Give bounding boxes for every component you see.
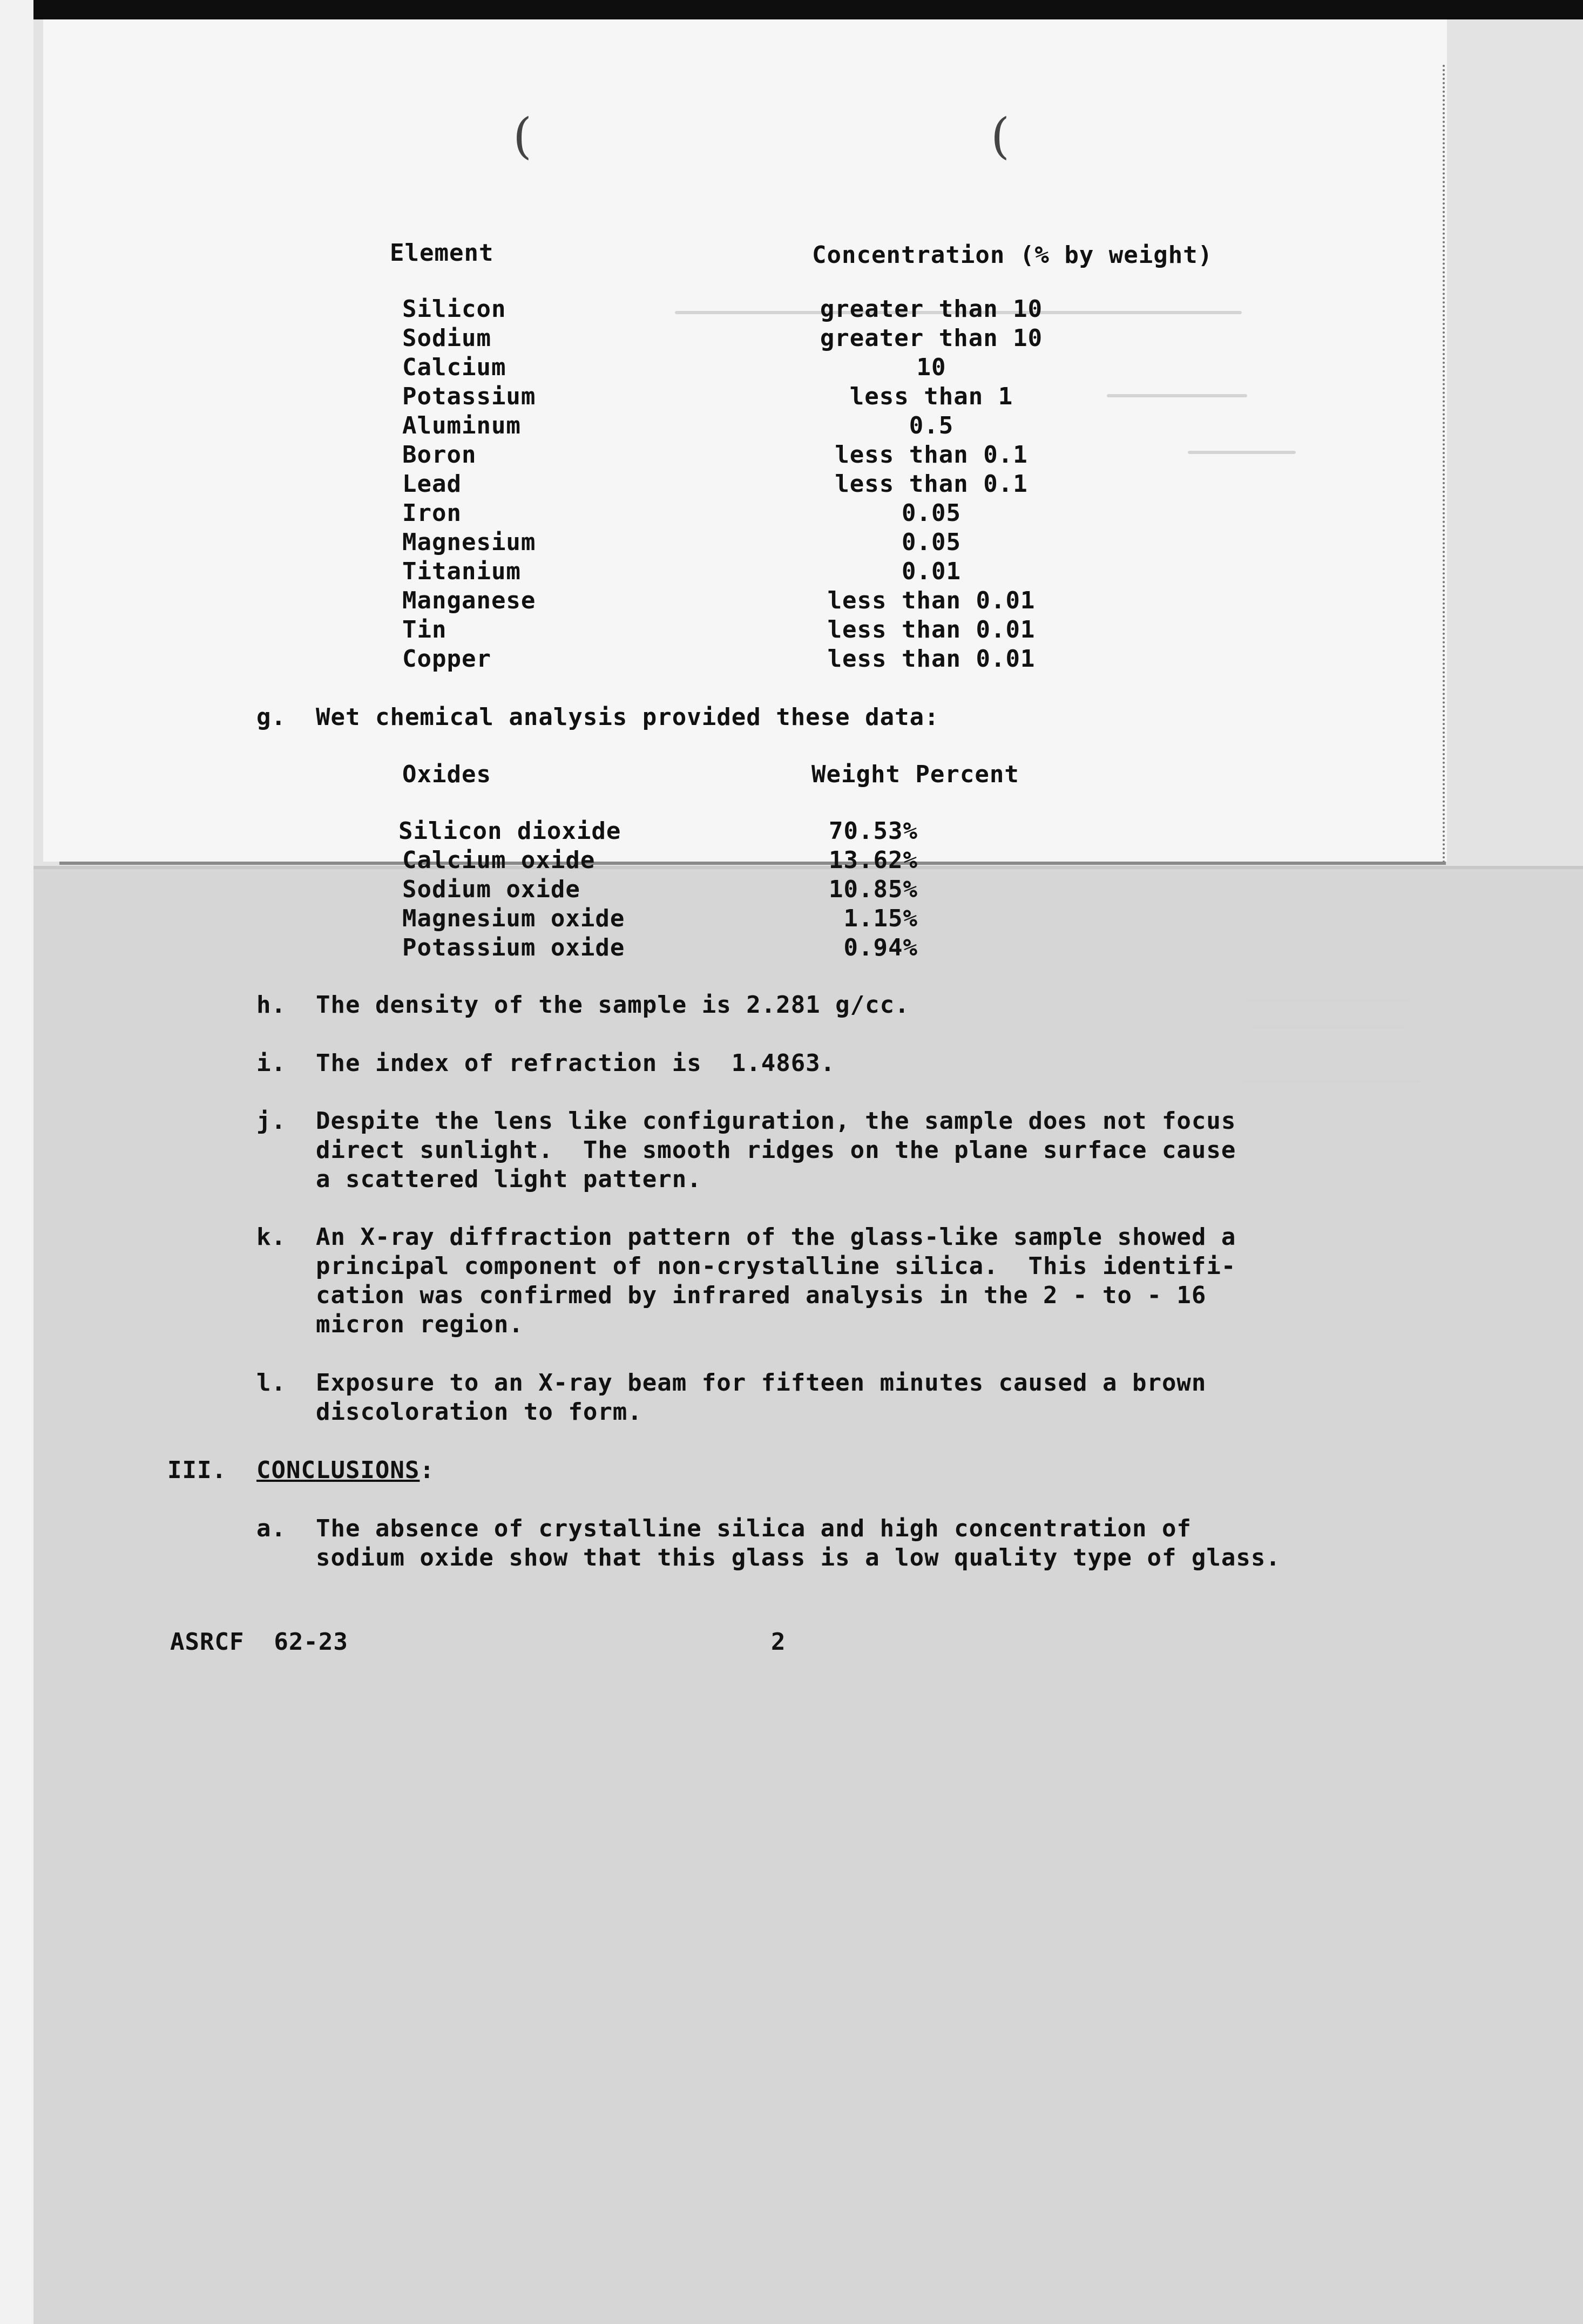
bleed-through-line bbox=[1107, 394, 1247, 397]
scan-left-margin bbox=[0, 0, 33, 2324]
element-name: Boron bbox=[402, 441, 477, 469]
element-name: Silicon bbox=[402, 295, 506, 323]
element-name: Magnesium bbox=[402, 529, 536, 556]
concentration-value: 0.05 bbox=[902, 499, 961, 527]
section-heading bbox=[256, 1456, 435, 1485]
bleed-through-line bbox=[1188, 451, 1296, 454]
element-name: Aluminum bbox=[402, 412, 521, 439]
concentration-value: 10 bbox=[916, 354, 946, 381]
paragraph-line: The absence of crystalline silica and high concentration of bbox=[316, 1515, 1192, 1542]
item-h-text: The density of the sample is 2.281 g/cc. bbox=[316, 991, 910, 1019]
weight-percent-value: 70.53% bbox=[829, 817, 918, 845]
element-name: Titanium bbox=[402, 558, 521, 585]
element-column-header: Element bbox=[390, 239, 494, 267]
item-g-text: Wet chemical analysis provided these data: bbox=[316, 703, 939, 731]
paragraph-line: discoloration to form. bbox=[316, 1398, 642, 1426]
concentration-value: less than 0.01 bbox=[827, 616, 1036, 643]
oxide-name: Calcium oxide bbox=[402, 846, 596, 874]
element-name: Tin bbox=[402, 616, 447, 643]
element-name: Manganese bbox=[402, 587, 536, 614]
element-name: Potassium bbox=[402, 383, 536, 410]
oxide-name: Sodium oxide bbox=[402, 876, 580, 903]
item-label-i: i. bbox=[256, 1049, 286, 1077]
item-label-g: g. bbox=[256, 703, 286, 731]
scan-top-edge bbox=[0, 0, 1583, 19]
oxides-column-header: Oxides bbox=[402, 761, 491, 788]
paragraph-line: direct sunlight. The smooth ridges on the plane surface cause bbox=[316, 1136, 1236, 1164]
scan-background bbox=[33, 869, 1583, 2324]
paragraph-line: cation was confirmed by infrared analysis in the 2 - to - 16 bbox=[316, 1282, 1207, 1309]
item-label-k: k. bbox=[256, 1223, 286, 1251]
concentration-value: less than 0.01 bbox=[827, 587, 1036, 614]
page-number: 2 bbox=[771, 1628, 786, 1656]
bleed-through-line bbox=[1242, 1080, 1420, 1083]
concentration-column-header: Concentration (% by weight) bbox=[812, 241, 1213, 269]
item-label-h: h. bbox=[256, 991, 286, 1019]
document-page bbox=[43, 19, 1447, 862]
paragraph-line: An X-ray diffraction pattern of the glass-like sample showed a bbox=[316, 1223, 1236, 1251]
item-l-paragraph bbox=[316, 1368, 1206, 1427]
concentration-value: 0.05 bbox=[902, 529, 961, 556]
item-label-l: l. bbox=[256, 1369, 286, 1397]
paragraph-line: micron region. bbox=[316, 1311, 524, 1338]
paragraph-line: sodium oxide show that this glass is a low quality type of glass. bbox=[316, 1544, 1281, 1571]
element-name: Calcium bbox=[402, 354, 506, 381]
item-j-paragraph bbox=[316, 1107, 1236, 1194]
oxide-name: Silicon dioxide bbox=[398, 817, 621, 845]
concentration-value: less than 0.1 bbox=[835, 441, 1028, 469]
paragraph-line: Despite the lens like configuration, the sample does not focus bbox=[316, 1107, 1236, 1135]
bleed-through-line bbox=[1253, 1026, 1404, 1029]
page-bottom-edge bbox=[59, 862, 1446, 865]
binder-hole-mark-left: ( bbox=[513, 108, 532, 165]
element-name: Copper bbox=[402, 645, 491, 673]
item-label-a: a. bbox=[256, 1515, 286, 1542]
bleed-through-line bbox=[1247, 999, 1409, 1002]
weight-percent-value: 13.62% bbox=[829, 846, 918, 874]
oxide-name: Magnesium oxide bbox=[402, 905, 625, 932]
item-label-j: j. bbox=[256, 1107, 286, 1135]
oxide-name: Potassium oxide bbox=[402, 934, 625, 961]
section-colon: : bbox=[420, 1456, 435, 1484]
item-k-paragraph bbox=[316, 1223, 1236, 1339]
concentration-value: less than 0.1 bbox=[835, 470, 1028, 498]
item-a-paragraph bbox=[316, 1514, 1281, 1573]
concentration-value: greater than 10 bbox=[820, 324, 1043, 352]
weight-percent-value: 0.94% bbox=[843, 934, 918, 961]
paragraph-line: Exposure to an X-ray beam for fifteen minutes caused a brown bbox=[316, 1369, 1207, 1397]
concentration-value: greater than 10 bbox=[820, 295, 1043, 323]
paragraph-line: principal component of non-crystalline silica. This identifi- bbox=[316, 1252, 1236, 1280]
concentration-value: less than 0.01 bbox=[827, 645, 1036, 673]
document-id: ASRCF 62-23 bbox=[170, 1628, 348, 1656]
weight-percent-value: 1.15% bbox=[843, 905, 918, 932]
concentration-value: 0.5 bbox=[909, 412, 954, 439]
element-name: Lead bbox=[402, 470, 462, 498]
weight-percent-column-header: Weight Percent bbox=[811, 761, 1019, 788]
binder-hole-mark-right: ( bbox=[991, 108, 1010, 165]
element-name: Sodium bbox=[402, 324, 491, 352]
page-right-edge bbox=[1443, 65, 1447, 864]
section-numeral: III. bbox=[167, 1456, 227, 1484]
concentration-value: 0.01 bbox=[902, 558, 961, 585]
concentration-value: less than 1 bbox=[849, 383, 1013, 410]
weight-percent-value: 10.85% bbox=[829, 876, 918, 903]
element-name: Iron bbox=[402, 499, 462, 527]
paragraph-line: a scattered light pattern. bbox=[316, 1166, 702, 1193]
item-i-text: The index of refraction is 1.4863. bbox=[316, 1049, 836, 1077]
section-title: CONCLUSIONS bbox=[256, 1456, 420, 1484]
